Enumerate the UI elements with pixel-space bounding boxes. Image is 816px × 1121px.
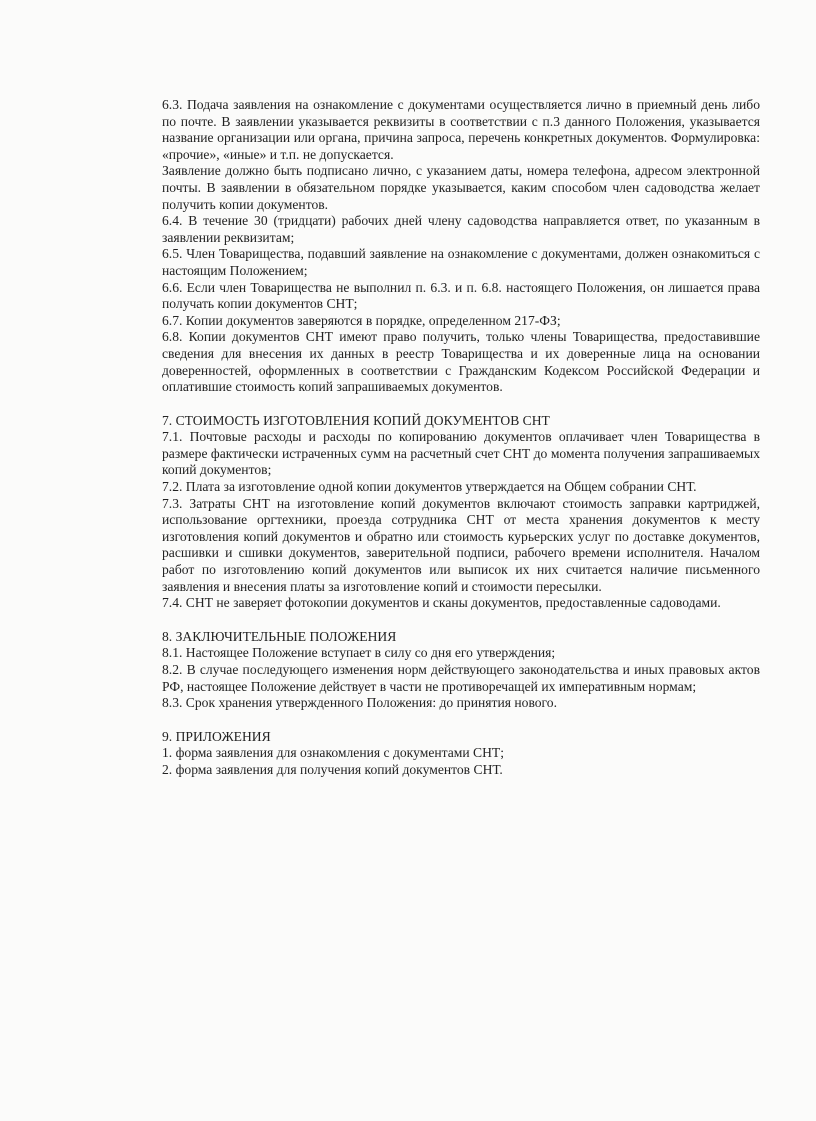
paragraph-6-6: 6.6. Если член Товарищества не выполнил п. 6.3. и п. 6.8. настоящего Положения, он лишается права получать копии документов СНТ;: [162, 279, 760, 312]
spacer: [162, 396, 760, 413]
paragraph-7-1: 7.1. Почтовые расходы и расходы по копированию документов оплачивает член Товарищества в размере фактически истраченных сумм на расчетный счет СНТ до момента получения запрашиваемых копий документов;: [162, 429, 760, 478]
paragraph-7-4: 7.4. СНТ не заверяет фотокопии документов и сканы документов, предоставленные садоводами.: [162, 595, 721, 611]
paragraph-6-7: 6.7. Копии документов заверяются в порядке, определенном 217-ФЗ;: [162, 312, 561, 328]
spacer: [162, 612, 760, 629]
paragraph-6-5: 6.5. Член Товарищества, подавший заявление на ознакомление с документами, должен ознакомиться с настоящим Положением;: [162, 246, 760, 278]
paragraph-6-4: 6.4. В течение 30 (тридцати) рабочих дней члену садоводства направляется ответ, по указанным в заявлении реквизитам;: [162, 213, 760, 245]
paragraph-8-2: 8.2. В случае последующего изменения норм действующего законодательства и иных правовых актов РФ, настоящее Положение действует в части не противоречащей их императивным нормам;: [162, 662, 760, 694]
section-7-heading: 7. СТОИМОСТЬ ИЗГОТОВЛЕНИЯ КОПИЙ ДОКУМЕНТОВ СНТ: [162, 412, 550, 428]
spacer: [162, 712, 760, 729]
paragraph-6-8: 6.8. Копии документов СНТ имеют право получить, только члены Товарищества, предоставившие сведения для внесения их данных в реестр Товарищества и их доверенные лица на основании доверенностей, оформленных в соответствии с Гражданским Кодексом Российской Федерации и оплатившие стоимость копий запрашиваемых документов.: [162, 329, 760, 395]
document-body: [162, 97, 760, 779]
paragraph-6-3-signature: Заявление должно быть подписано лично, с указанием даты, номера телефона, адресом электронной почты. В заявлении в обязательном порядке указывается, каким способом член садоводства желает получить копии документов.: [162, 163, 760, 212]
appendix-item-2: 2. форма заявления для получения копий документов СНТ.: [162, 761, 503, 777]
paragraph-7-3: 7.3. Затраты СНТ на изготовление копий документов включают стоимость заправки картриджей, использование оргтехники, проезда сотрудника СНТ от места хранения документов к месту изготовления копий документов и обратно или стоимость курьерских услуг по доставке документов, расшивки и сшивки документов, заверительной подписи, рабочего времени исполнителя. Началом работ по изготовлению копий документов или выписок их них считается наличие письменного заявления и внесения платы за изготовление копий и стоимости пересылки.: [162, 495, 760, 594]
appendix-item-1: 1. форма заявления для ознакомления с документами СНТ;: [162, 745, 505, 761]
paragraph-8-1: 8.1. Настоящее Положение вступает в силу со дня его утверждения;: [162, 645, 556, 661]
section-9-heading: 9. ПРИЛОЖЕНИЯ: [162, 728, 271, 744]
paragraph-7-2: 7.2. Плата за изготовление одной копии документов утверждается на Общем собрании СНТ.: [162, 479, 697, 495]
section-8-heading: 8. ЗАКЛЮЧИТЕЛЬНЫЕ ПОЛОЖЕНИЯ: [162, 628, 397, 644]
paragraph-8-3: 8.3. Срок хранения утвержденного Положения: до принятия нового.: [162, 695, 557, 711]
paragraph-6-3: 6.3. Подача заявления на ознакомление с документами осуществляется лично в приемный день либо по почте. В заявлении указывается реквизиты в соответствии с п.3 данного Положения, указывается название организации или органа, причина запроса, перечень конкретных документов. Формулировка: «прочие», «иные» и т.п. не допускается.: [162, 97, 760, 162]
